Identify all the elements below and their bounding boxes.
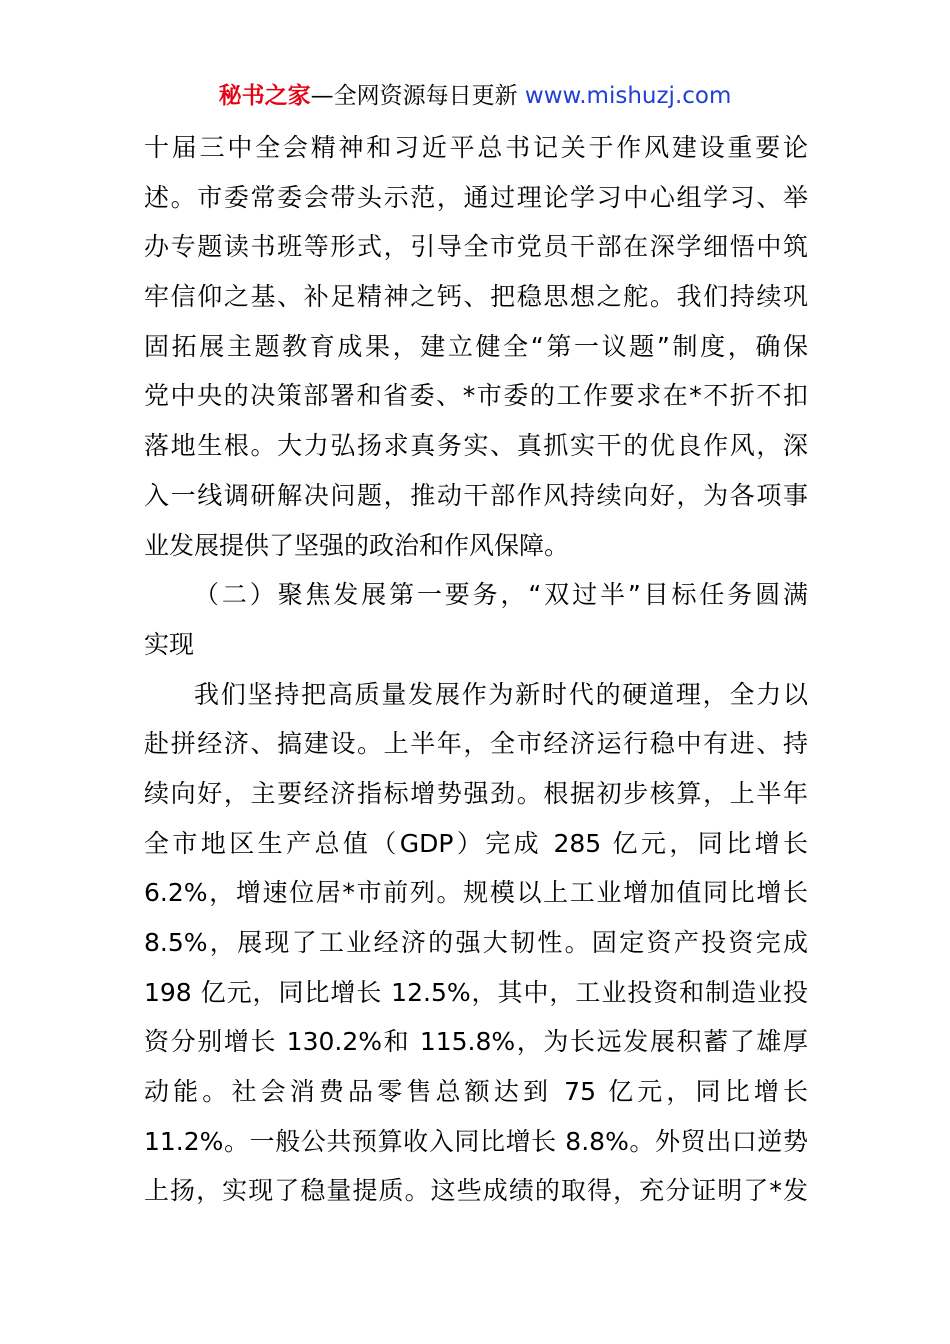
text-line: 全市地区生产总值（GDP）完成 285 亿元，同比增长 xyxy=(144,828,808,858)
text-line: 动能。社会消费品零售总额达到 75 亿元，同比增长 xyxy=(144,1077,808,1107)
site-url-link[interactable]: www.mishuzj.com xyxy=(524,83,732,109)
text-line: 198 亿元，同比增长 12.5%，其中，工业投资和制造业投 xyxy=(144,977,808,1007)
text-line: 办专题读书班等形式，引导全市党员干部在深学细悟中筑 xyxy=(144,232,808,262)
text-line: 资分别增长 130.2%和 115.8%，为长远发展积蓄了雄厚 xyxy=(144,1027,808,1057)
section-heading-line: 实现 xyxy=(144,629,195,659)
document-body xyxy=(144,123,808,1216)
text-line: 8.5%，展现了工业经济的强大韧性。固定资产投资完成 xyxy=(144,928,808,957)
site-header xyxy=(0,79,950,113)
text-line: 上扬，实现了稳量提质。这些成绩的取得，充分证明了*发 xyxy=(144,1176,808,1206)
text-line: 牢信仰之基、补足精神之钙、把稳思想之舵。我们持续巩 xyxy=(144,282,808,312)
text-line: 述。市委常委会带头示范，通过理论学习中心组学习、举 xyxy=(144,182,808,212)
text-line: 落地生根。大力弘扬求真务实、真抓实干的优良作风，深 xyxy=(144,431,808,461)
section-heading-line: （二）聚焦发展第一要务，“双过半”目标任务圆满 xyxy=(194,580,808,610)
site-brand: 秘书之家 xyxy=(218,83,311,109)
text-line: 11.2%。一般公共预算收入同比增长 8.8%。外贸出口逆势 xyxy=(144,1126,808,1156)
text-line: 6.2%，增速位居*市前列。规模以上工业增加值同比增长 xyxy=(144,878,808,908)
text-line: 赴拼经济、搞建设。上半年，全市经济运行稳中有进、持 xyxy=(144,729,808,759)
text-line: 固拓展主题教育成果，建立健全“第一议题”制度，确保 xyxy=(144,331,808,361)
text-line: 入一线调研解决问题，推动干部作风持续向好，为各项事 xyxy=(144,480,808,510)
text-line: 业发展提供了坚强的政治和作风保障。 xyxy=(144,530,570,560)
text-line: 十届三中全会精神和习近平总书记关于作风建设重要论 xyxy=(144,133,808,162)
site-slogan: —全网资源每日更新 xyxy=(310,83,518,109)
text-line: 党中央的决策部署和省委、*市委的工作要求在*不折不扣 xyxy=(144,381,808,411)
text-line: 续向好，主要经济指标增势强劲。根据初步核算，上半年 xyxy=(144,778,808,808)
text-line: 我们坚持把高质量发展作为新时代的硬道理，全力以 xyxy=(194,679,808,709)
